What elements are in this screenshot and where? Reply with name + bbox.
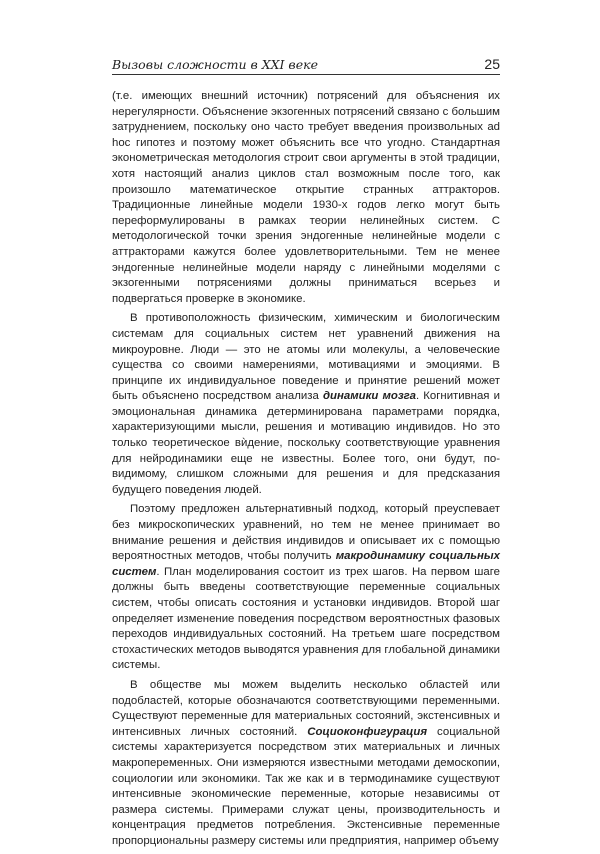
paragraph-text: В противоположность физическим, химическим и биологическим системам для социальных систем нет уравнений движения на микроуровне. Люди — это не атомы или молекулы, а человеческие существа со своими намерениями, мотивациями и эмоциями. В принципе их индивидуальное поведение и принятие решений может быть объяснено посредством анализа [112,312,500,403]
page-number: 25 [484,56,500,72]
paragraph-text: В обществе мы можем выделить несколько областей или подобластей, которые обозначаются соответствующими переменными. Существуют переменные для материальных состояний, экстенсивных и интенсивных личных состояний. [112,678,500,738]
emphasis-term: Социоконфигурация [307,725,428,738]
paragraph-1 [112,89,500,307]
paragraph-text: . План моделирования состоит из трех шагов. На первом шаге должны быть введены соответствующие переменные социальных систем, чтобы описать состояния и установки индивидов. Второй шаг определяет изменение поведения посредством вероятностных фазовых переходов индивидуальных состояний. На третьем шаге посредством стохастических методов выводятся уравнения для глобальной динамики системы. [112,565,500,672]
paragraph-4 [112,678,500,850]
paragraph-text: социальной системы характеризуется посредством этих материальных и личных макропеременных. Они измеряются известными методами демоскопии, социологии или экономики. Так же как и в термодинамике существуют интенсивные экономические переменные, которые независимы от размера системы. Примерами служат цены, производительность и концентрация предметов потребления. Экстенсивные переменные пропорциональны размеру системы или предприятия, например объему [112,725,500,847]
paragraph-text: . Когнитивная и эмоциональная динамика детерминирована параметрами порядка, характеризующими мысли, решения и мотивацию индивидов. Но это только теоретическое вѝдение, поскольку соответствующие уравнения для нейродинамики еще не известны. Более того, они будут, по-видимому, слишком сложными для решения и для предсказания будущего поведения людей. [112,390,500,496]
emphasis-term: макродинамику социальных систем [112,550,500,578]
paragraph-text: (т.е. имеющих внешний источник) потрясений для объяснения их нерегулярности. Объяснение экзогенных потрясений связано с большим затруднением, поскольку оно часто требует введения произвольных ad hoc гипотез и поэтому может объяснить все что угодно. Стандартная эконометрическая методология строит свои аргументы в этой традиции, хотя настоящий анализ циклов стал возможным после того, как произошло математическое открытие странных аттракторов. Традиционные линейные модели 1930-х годов легко могут быть переформулированы в рамках теории нелинейных систем. С методологической точки зрения эндогенные нелинейные модели с аттракторами кажутся более удовлетворительными. Тем не менее эндогенные нелинейные модели наряду с линейными моделями с экзогенными потрясениями должны приниматься всерьез и подвергаться проверке в экономике. [112,90,500,305]
page-header [112,56,500,75]
running-title: Вызовы сложности в XXI веке [112,57,318,72]
emphasis-term: динамики мозга [323,390,416,403]
paragraph-2 [112,311,500,498]
paragraph-3 [112,502,500,674]
body-text [112,89,500,854]
paragraph-text: Поэтому предложен альтернативный подход, который преуспевает без микроскопических уравнений, но тем не менее принимает во внимание решения и действия индивидов и описывает их с помощью вероятностных методов, чтобы получить [112,503,500,563]
